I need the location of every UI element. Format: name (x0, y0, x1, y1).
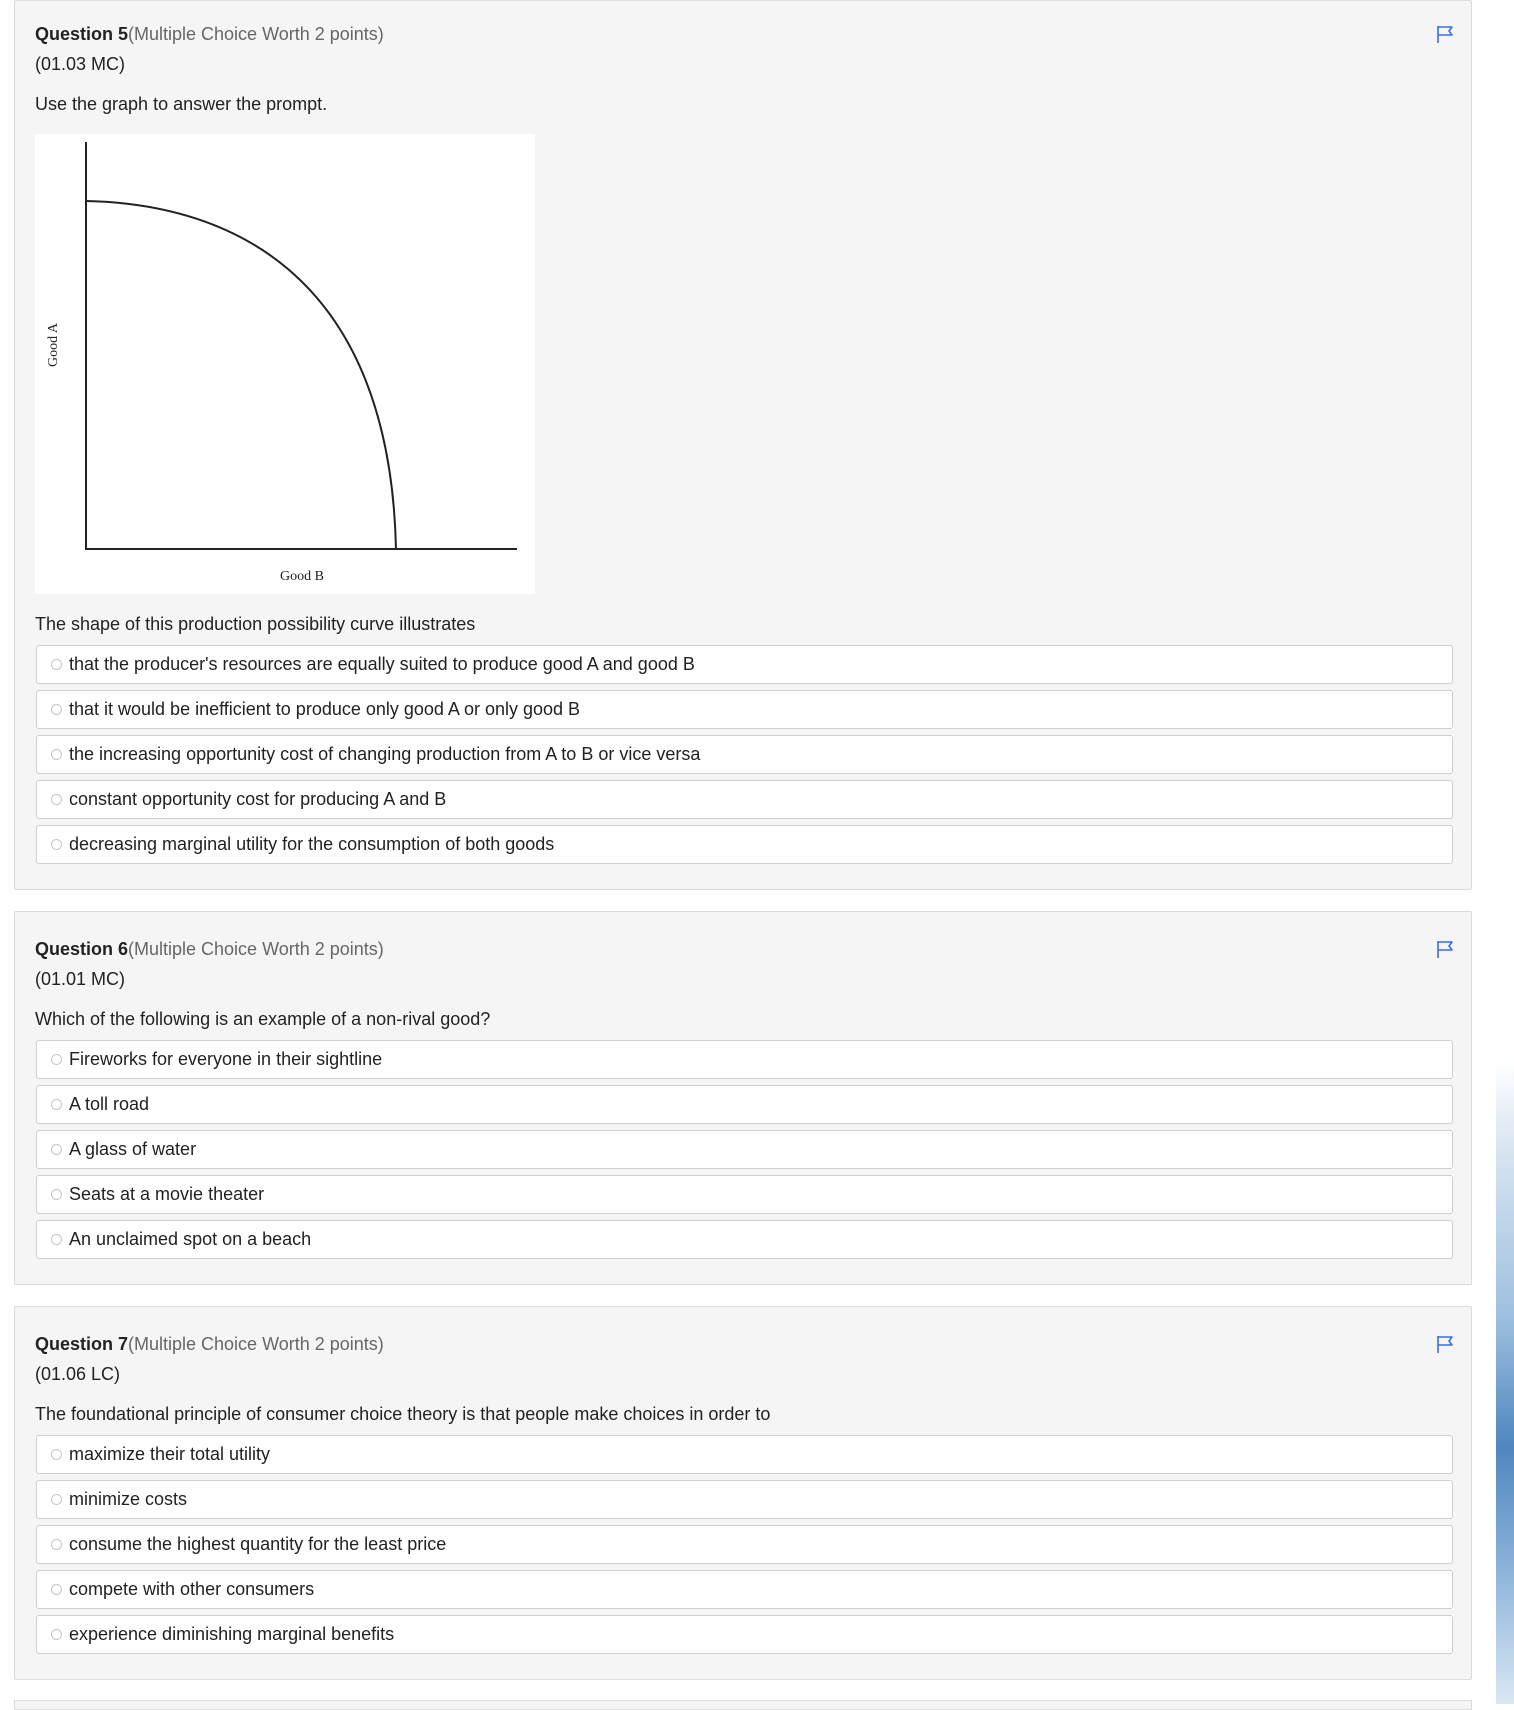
flag-icon[interactable] (1435, 23, 1457, 45)
x-axis-label: Good B (280, 569, 324, 584)
choice-label: A glass of water (69, 1139, 197, 1159)
answer-choice[interactable] (36, 1525, 1453, 1564)
question-prompt: Which of the following is an example of a non-rival good? (35, 1009, 491, 1029)
answer-choice[interactable] (36, 780, 1453, 819)
radio-button[interactable] (51, 1234, 62, 1245)
choice-label: A toll road (69, 1094, 150, 1114)
question-6-card (14, 911, 1472, 1285)
flag-icon[interactable] (1435, 938, 1457, 960)
answer-choice[interactable] (36, 1615, 1453, 1654)
question-header (35, 1333, 384, 1355)
choice-label: that it would be inefficient to produce only good A or only good B (69, 699, 581, 719)
radio-button[interactable] (51, 1449, 62, 1460)
question-meta: (Multiple Choice Worth 2 points) (128, 1334, 384, 1354)
radio-button[interactable] (51, 704, 62, 715)
radio-button[interactable] (51, 1144, 62, 1155)
answer-choice[interactable] (36, 1570, 1453, 1609)
question-title: Question 7 (35, 1334, 129, 1354)
choice-label: An unclaimed spot on a beach (69, 1229, 312, 1249)
answer-choice[interactable] (36, 1480, 1453, 1519)
choice-label: experience diminishing marginal benefits (69, 1624, 395, 1644)
question-meta: (Multiple Choice Worth 2 points) (128, 24, 384, 44)
question-code: (01.01 MC) (35, 969, 126, 989)
ppc-curve (86, 201, 396, 549)
choice-label: the increasing opportunity cost of changing production from A to B or vice versa (69, 744, 701, 764)
question-prompt: The shape of this production possibility curve illustrates (35, 614, 476, 634)
question-meta: (Multiple Choice Worth 2 points) (128, 939, 384, 959)
question-title: Question 6 (35, 939, 129, 959)
question-intro: Use the graph to answer the prompt. (35, 94, 328, 114)
question-7-card (14, 1306, 1472, 1680)
question-title: Question 5 (35, 24, 129, 44)
answer-choice[interactable] (36, 1435, 1453, 1474)
answer-choice[interactable] (36, 1175, 1453, 1214)
radio-button[interactable] (51, 1494, 62, 1505)
answer-choice[interactable] (36, 690, 1453, 729)
choice-label: maximize their total utility (69, 1444, 271, 1464)
radio-button[interactable] (51, 1539, 62, 1550)
ppc-graph (35, 134, 535, 594)
choice-label: that the producer's resources are equally suited to produce good A and good B (69, 654, 695, 674)
radio-button[interactable] (51, 1099, 62, 1110)
answer-choice[interactable] (36, 735, 1453, 774)
question-code: (01.03 MC) (35, 54, 126, 74)
answer-choice[interactable] (36, 1040, 1453, 1079)
choice-label: Seats at a movie theater (69, 1184, 265, 1204)
radio-button[interactable] (51, 659, 62, 670)
choice-label: consume the highest quantity for the least price (69, 1534, 447, 1554)
radio-button[interactable] (51, 1054, 62, 1065)
choice-label: constant opportunity cost for producing A and B (69, 789, 447, 809)
choice-label: Fireworks for everyone in their sightline (69, 1049, 383, 1069)
radio-button[interactable] (51, 839, 62, 850)
radio-button[interactable] (51, 1584, 62, 1595)
next-question-card-edge (14, 1700, 1472, 1710)
question-prompt: The foundational principle of consumer choice theory is that people make choices in order to (35, 1404, 771, 1424)
answer-choice[interactable] (36, 1130, 1453, 1169)
radio-button[interactable] (51, 1629, 62, 1640)
radio-button[interactable] (51, 749, 62, 760)
question-header (35, 938, 384, 960)
choice-label: compete with other consumers (69, 1579, 315, 1599)
radio-button[interactable] (51, 794, 62, 805)
question-code: (01.06 LC) (35, 1364, 121, 1384)
choice-label: decreasing marginal utility for the consumption of both goods (69, 834, 555, 854)
answer-choice[interactable] (36, 825, 1453, 864)
answer-choice[interactable] (36, 1085, 1453, 1124)
window-edge-gradient (1496, 1060, 1514, 1704)
question-header (35, 23, 384, 45)
choice-label: minimize costs (69, 1489, 188, 1509)
y-axis-label: Good A (46, 323, 61, 367)
answer-choice[interactable] (36, 1220, 1453, 1259)
answer-choice[interactable] (36, 645, 1453, 684)
flag-icon[interactable] (1435, 1333, 1457, 1355)
question-5-card (14, 0, 1472, 890)
radio-button[interactable] (51, 1189, 62, 1200)
ppc-graph-svg (35, 134, 535, 594)
